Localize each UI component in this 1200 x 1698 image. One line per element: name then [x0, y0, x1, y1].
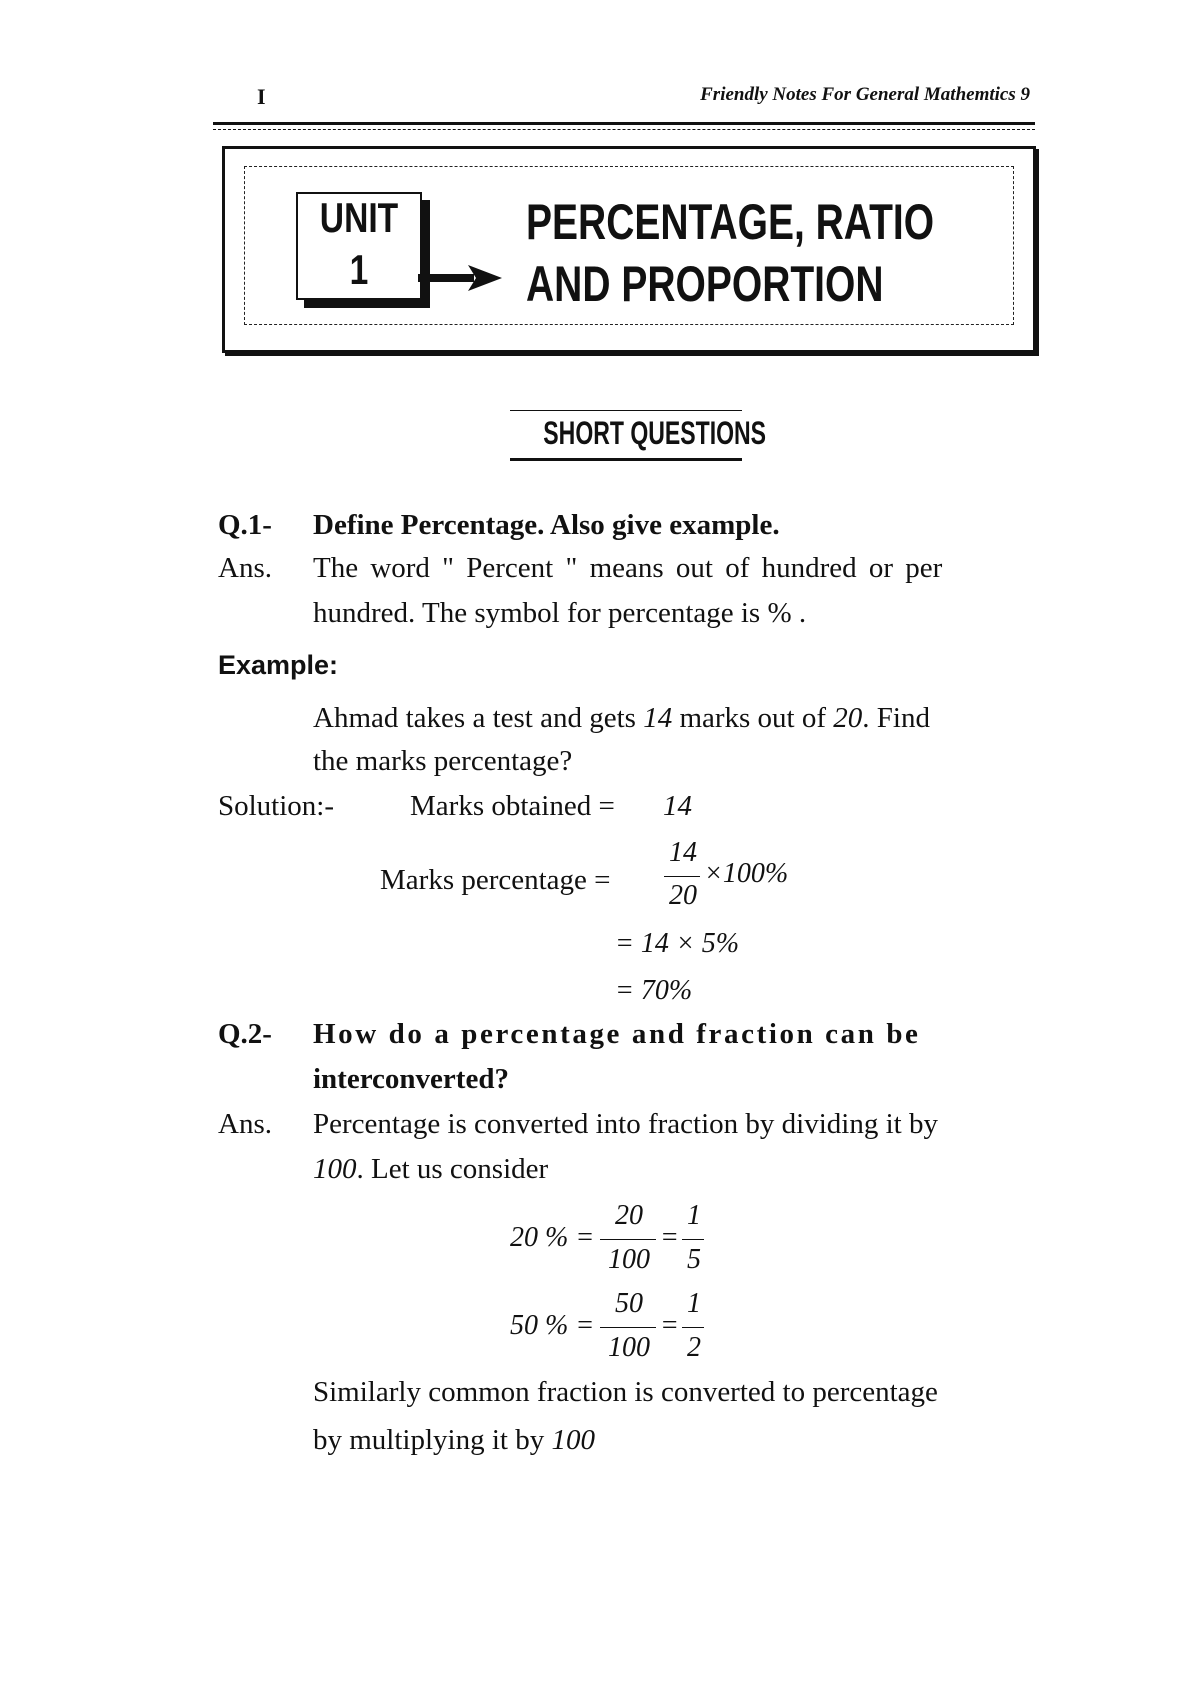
q1-answer-line1: The word " Percent " means out of hundred or per — [313, 552, 943, 584]
header-rule-dashed — [213, 129, 1035, 130]
q2-number: Q.2- — [218, 1018, 272, 1050]
times-hundred-percent: ×100% — [704, 858, 789, 889]
example-line1: Ahmad takes a test and gets 14 marks out of 20. Find — [313, 702, 930, 734]
fraction-denominator: 20 — [669, 880, 697, 911]
page-number: I — [257, 84, 266, 109]
q2-answer-label: Ans. — [218, 1108, 272, 1140]
eq1-num2: 1 — [687, 1200, 701, 1231]
chapter-title-line1: PERCENTAGE, RATIO — [526, 194, 935, 250]
eq1-lhs: 20 % = — [510, 1222, 595, 1253]
eq1-bar1 — [600, 1239, 656, 1240]
header-rule — [213, 122, 1035, 125]
example-label: Example: — [218, 650, 339, 680]
q1-answer-label: Ans. — [218, 552, 272, 584]
eq1-den2: 5 — [687, 1244, 701, 1275]
section-rule-bottom — [510, 458, 742, 461]
marks-obtained-text: Marks obtained = — [410, 790, 615, 822]
chapter-title — [526, 191, 934, 315]
section-title: SHORT QUESTIONS — [543, 415, 767, 451]
q2-question-line1: How do a percentage and fraction can be — [313, 1018, 921, 1050]
eq2-den1: 100 — [608, 1332, 650, 1363]
marks-percentage-text: Marks percentage = — [380, 864, 611, 896]
eq1-equals: = — [660, 1222, 679, 1253]
solution-step2: = 70% — [615, 975, 693, 1006]
eq1-num1: 20 — [615, 1200, 643, 1231]
q2-closing-line2: by multiplying it by 100 — [313, 1424, 595, 1456]
unit-label: UNIT — [319, 194, 399, 241]
q1-answer-line2: hundred. The symbol for percentage is % . — [313, 597, 807, 629]
unit-badge — [296, 192, 422, 300]
eq2-den2: 2 — [687, 1332, 701, 1363]
chapter-title-line2: AND PROPORTION — [526, 256, 884, 312]
eq1-bar2 — [682, 1239, 704, 1240]
marks-obtained-value: 14 — [663, 790, 692, 822]
fraction-bar — [664, 876, 700, 877]
q1-number: Q.1- — [218, 509, 272, 541]
running-head: Friendly Notes For General Mathemtics 9 — [700, 84, 1030, 105]
q2-answer-line2: 100. Let us consider — [313, 1153, 549, 1185]
fraction-numerator: 14 — [669, 837, 697, 868]
example-line2: the marks percentage? — [313, 745, 573, 777]
eq2-lhs: 50 % = — [510, 1310, 595, 1341]
q2-closing-line1: Similarly common fraction is converted to percentage — [313, 1376, 938, 1408]
q2-question-line2: interconverted? — [313, 1063, 509, 1095]
solution-label: Solution:- — [218, 790, 335, 822]
eq2-bar1 — [600, 1327, 656, 1328]
eq2-bar2 — [682, 1327, 704, 1328]
eq2-equals: = — [660, 1310, 679, 1341]
section-rule-top — [510, 410, 742, 411]
q1-question: Define Percentage. Also give example. — [313, 509, 780, 541]
q2-answer-line1: Percentage is converted into fraction by dividing it by — [313, 1108, 938, 1140]
eq2-num1: 50 — [615, 1288, 643, 1319]
eq2-num2: 1 — [687, 1288, 701, 1319]
unit-number: 1 — [349, 246, 369, 293]
eq1-den1: 100 — [608, 1244, 650, 1275]
arrow-right-icon — [418, 265, 502, 291]
solution-step1: = 14 × 5% — [615, 928, 740, 959]
